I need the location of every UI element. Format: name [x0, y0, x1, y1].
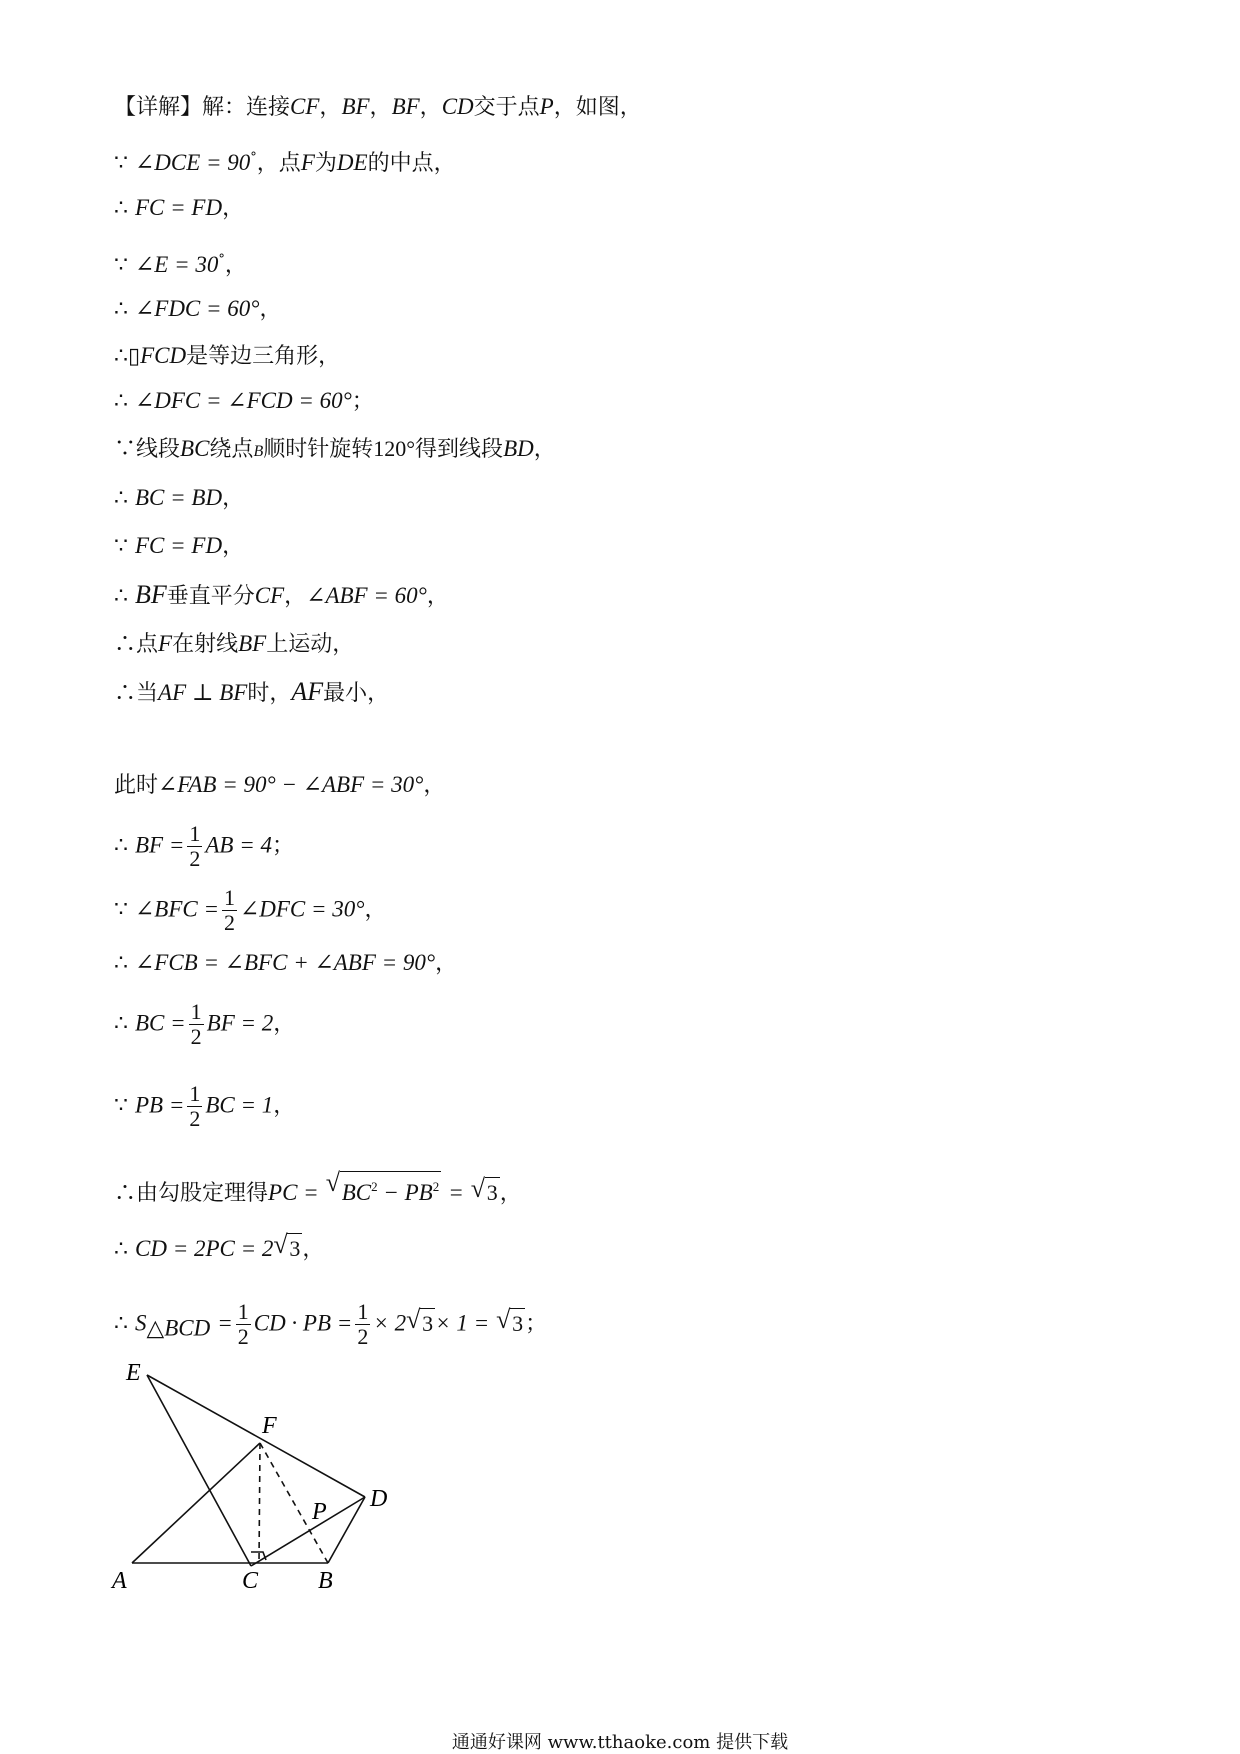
denominator: 2	[190, 1024, 202, 1049]
therefore-symbol: ∴	[114, 951, 128, 976]
math: ∠FAB = 90° − ∠ABF = 30°	[158, 772, 424, 797]
math: ∠DCE = 90	[135, 150, 251, 175]
text: ，	[364, 897, 387, 923]
degree: °	[250, 150, 257, 165]
label-E: E	[126, 1360, 141, 1386]
math: AF	[291, 677, 324, 706]
text: ，	[369, 95, 392, 120]
segment-DB	[328, 1497, 365, 1563]
geometry-figure	[100, 1355, 420, 1605]
math: ∠FCB = ∠BFC + ∠ABF = 90°	[135, 950, 436, 975]
text: ，	[224, 253, 247, 278]
fraction	[236, 1300, 251, 1349]
therefore-symbol: ∴	[114, 389, 128, 414]
math: FC = FD	[135, 195, 223, 220]
text: ，	[273, 1011, 296, 1037]
because-symbol: ∵	[114, 253, 128, 278]
line-11	[114, 580, 449, 612]
numerator: 1	[190, 999, 202, 1024]
because-symbol: ∵	[114, 1093, 128, 1119]
math: BF	[238, 631, 267, 656]
numerator: 1	[223, 885, 235, 910]
math: F	[158, 631, 173, 656]
line-14	[114, 770, 445, 801]
because-symbol: ∵	[114, 437, 137, 462]
line-16	[114, 886, 387, 935]
line-8	[114, 434, 556, 467]
because-symbol: ∵	[114, 151, 128, 176]
math: BC	[341, 1180, 372, 1205]
label-P: P	[312, 1499, 327, 1525]
sqrt	[496, 1308, 525, 1339]
text: 点	[136, 632, 159, 657]
therefore-symbol: ∴	[114, 297, 128, 322]
text: 是等边三角形，	[186, 344, 341, 369]
text: 垂直平分	[166, 584, 255, 609]
fraction	[187, 1082, 202, 1131]
fraction	[189, 1000, 204, 1049]
math: BC = 1	[205, 1092, 274, 1118]
math: BF =	[135, 832, 185, 858]
numerator: 1	[189, 821, 201, 846]
label-B: B	[318, 1568, 333, 1594]
segment-FC-dashed	[259, 1443, 260, 1563]
text: ，	[533, 437, 556, 462]
line-6	[114, 341, 340, 372]
text: ，	[423, 773, 446, 798]
text: 的中点，	[367, 151, 456, 176]
fraction	[222, 886, 237, 935]
text: 上运动，	[266, 632, 355, 657]
text: 时，	[247, 681, 292, 706]
math: S	[135, 1310, 147, 1336]
text: 绕点	[209, 437, 254, 462]
math: ∠DFC = ∠FCD = 60°	[135, 388, 352, 413]
math: FC = FD	[135, 533, 223, 558]
degree: °	[218, 252, 225, 267]
numerator: 1	[189, 1081, 201, 1106]
numerator: 1	[237, 1299, 249, 1324]
denominator: 2	[223, 910, 235, 935]
math: × 1 =	[435, 1310, 490, 1336]
line-13	[114, 677, 389, 709]
text: ；	[272, 833, 295, 859]
math: F	[300, 150, 315, 175]
numerator: 1	[357, 1299, 369, 1324]
math: CD · PB =	[253, 1310, 353, 1336]
line-22	[114, 1300, 547, 1349]
line-3	[114, 193, 244, 224]
line-12	[114, 629, 354, 660]
math: AB = 4	[205, 832, 272, 858]
math: P	[539, 94, 554, 119]
sqrt	[273, 1233, 302, 1264]
text: ，	[259, 297, 282, 322]
footer: 通通好课网 www.tthaoke.com 提供下载	[451, 1732, 789, 1753]
text: 此时	[114, 773, 159, 798]
segment-AF	[132, 1443, 260, 1563]
therefore-symbol: ∴	[114, 632, 137, 657]
math: FCD	[140, 343, 187, 368]
label-A: A	[112, 1568, 127, 1594]
detail-tag: 【详解】	[114, 95, 203, 120]
text: 顺时针旋转	[263, 437, 374, 462]
denominator: 2	[189, 1106, 201, 1131]
math: PB =	[135, 1092, 185, 1118]
line-1	[114, 92, 642, 123]
math: ∠BFC =	[135, 896, 219, 922]
because-symbol: ∵	[114, 534, 128, 559]
therefore-symbol: ∴	[114, 196, 128, 221]
line-18	[114, 1000, 295, 1049]
therefore-symbol: ∴	[114, 1237, 128, 1262]
math: CD	[441, 94, 474, 119]
math: BC	[180, 436, 210, 461]
exponent: 2	[432, 1179, 440, 1194]
therefore-symbol: ∴	[114, 344, 128, 369]
math: PC =	[268, 1180, 319, 1205]
text: 在射线	[172, 632, 239, 657]
math: ∠E = 30	[135, 252, 219, 277]
text: 当	[136, 681, 159, 706]
line-10	[114, 531, 244, 562]
because-symbol: ∵	[114, 897, 128, 923]
math: CF	[254, 583, 285, 608]
math: BD	[503, 436, 534, 461]
math: BF = 2	[206, 1010, 274, 1036]
line-4	[114, 245, 247, 281]
line-21	[114, 1233, 324, 1265]
label-F: F	[262, 1413, 277, 1439]
math: − PB	[377, 1180, 433, 1205]
text: ，	[426, 584, 449, 609]
text: ，	[222, 486, 245, 511]
subscript: △BCD	[146, 1315, 211, 1341]
sqrt	[406, 1308, 435, 1339]
text: ，	[302, 1237, 325, 1262]
line-9	[114, 483, 244, 514]
math: =	[217, 1310, 233, 1336]
math: ∠DFC = 30°	[239, 896, 365, 922]
radicand: 3	[287, 1233, 302, 1264]
text: 最小，	[323, 681, 390, 706]
sqrt	[326, 1171, 442, 1208]
line-2	[114, 143, 456, 179]
line-15	[114, 822, 294, 871]
therefore-symbol: ∴	[114, 486, 128, 511]
text: 线段	[136, 437, 181, 462]
text: 得到线段	[415, 437, 504, 462]
text: 由勾股定理得	[136, 1181, 269, 1206]
text: 交于点	[473, 95, 540, 120]
math: CD = 2PC = 2	[135, 1236, 274, 1261]
text: ，	[222, 534, 245, 559]
denominator: 2	[189, 846, 201, 871]
math: 120°	[373, 436, 416, 461]
radicand: 3	[485, 1177, 500, 1208]
text: ；	[351, 389, 374, 414]
label-D: D	[370, 1486, 388, 1512]
math: CF	[290, 94, 320, 119]
math: ∠FDC = 60°	[135, 296, 260, 321]
sqrt	[471, 1177, 500, 1208]
math: =	[448, 1180, 464, 1205]
text: ，	[419, 95, 442, 120]
math: BF	[135, 580, 167, 609]
math: BC =	[135, 1010, 186, 1036]
text: ，	[319, 95, 342, 120]
therefore-symbol: ∴	[114, 1311, 128, 1337]
text: ，	[273, 1093, 296, 1119]
fraction	[187, 822, 202, 871]
text: ，	[435, 951, 458, 976]
text: ，	[222, 196, 245, 221]
radicand	[340, 1171, 442, 1208]
math: AF ⊥ BF	[158, 680, 248, 705]
line-5	[114, 294, 282, 325]
fraction	[355, 1300, 370, 1349]
math: BF	[391, 94, 420, 119]
denominator: 2	[357, 1324, 369, 1349]
text: ，点	[256, 151, 301, 176]
text: ；	[525, 1311, 548, 1337]
text: ，	[284, 584, 307, 609]
math: BC = BD	[135, 485, 223, 510]
math: B	[253, 443, 264, 460]
therefore-symbol: ∴	[114, 1181, 137, 1206]
radicand: 3	[510, 1308, 525, 1339]
text: ，如图，	[553, 95, 642, 120]
therefore-symbol: ∴	[114, 584, 128, 609]
therefore-symbol: ∴	[114, 833, 128, 859]
segment-CD	[251, 1497, 365, 1566]
line-19	[114, 1082, 295, 1131]
math: ∠ABF = 60°	[306, 583, 427, 608]
text: 解：连接	[202, 95, 291, 120]
math: BF	[341, 94, 370, 119]
text: 为	[314, 151, 337, 176]
line-20	[114, 1171, 522, 1209]
math: DE	[336, 150, 368, 175]
exponent: 2	[371, 1179, 378, 1194]
label-C: C	[242, 1568, 259, 1594]
line-7	[114, 386, 374, 417]
triangle-symbol: ▯	[128, 343, 141, 368]
math: × 2	[373, 1310, 407, 1336]
denominator: 2	[237, 1324, 249, 1349]
text: ，	[499, 1181, 522, 1206]
radicand: 3	[420, 1308, 435, 1339]
therefore-symbol: ∴	[114, 681, 137, 706]
line-17	[114, 948, 457, 979]
therefore-symbol: ∴	[114, 1011, 128, 1037]
